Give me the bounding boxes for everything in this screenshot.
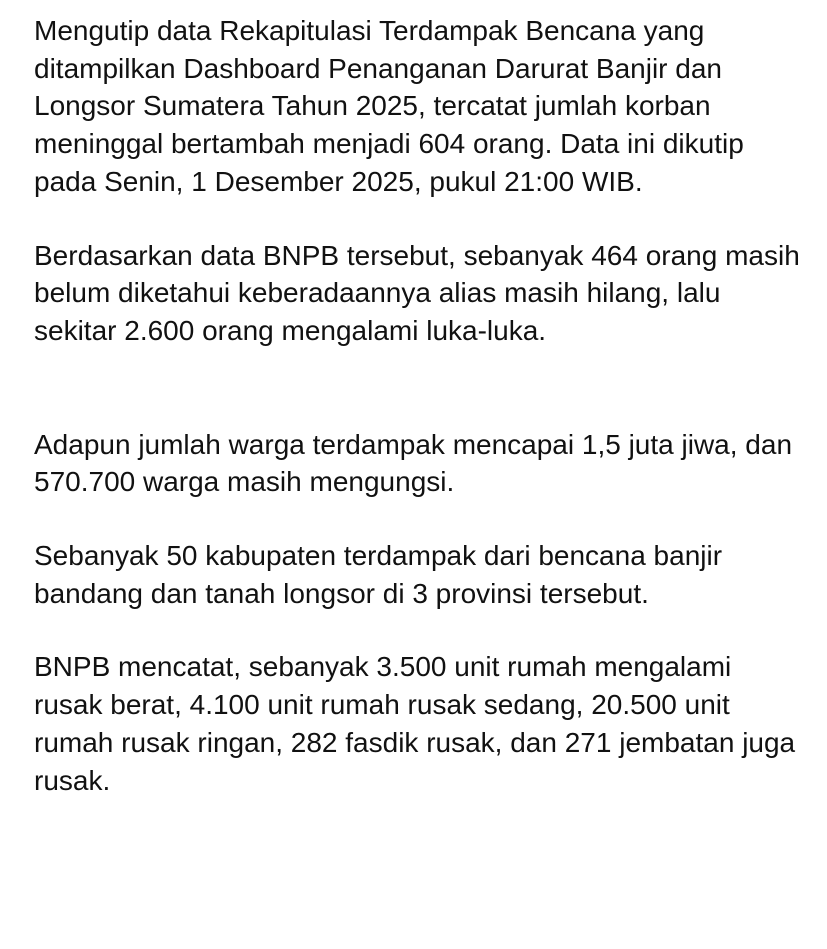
paragraph-casualties: Mengutip data Rekapitulasi Terdampak Bencana yang ditampilkan Dashboard Penanganan Darurat Banjir dan Longsor Sumatera Tahun 2025, tercatat jumlah korban meninggal bertambah menjadi 604 orang. Data ini dikutip pada Senin, 1 Desember 2025, pukul 21:00 WIB. (34, 15, 744, 197)
paragraph-damage: BNPB mencatat, sebanyak 3.500 unit rumah mengalami rusak berat, 4.100 unit rumah rusak sedang, 20.500 unit rumah rusak ringan, 282 fasdik rusak, dan 271 jembatan juga rusak. (34, 651, 796, 796)
paragraph-missing-injured: Berdasarkan data BNPB tersebut, sebanyak 464 orang masih belum diketahui keberadaannya alias masih hilang, lalu sekitar 2.600 orang mengalami luka-luka. (34, 239, 800, 346)
paragraph-affected-displaced: Adapun jumlah warga terdampak mencapai 1,5 juta jiwa, dan 570.700 warga masih mengungsi. (34, 428, 793, 498)
article-body (34, 12, 804, 799)
paragraph-regencies: Sebanyak 50 kabupaten terdampak dari bencana banjir bandang dan tanah longsor di 3 provinsi tersebut. (34, 540, 723, 609)
